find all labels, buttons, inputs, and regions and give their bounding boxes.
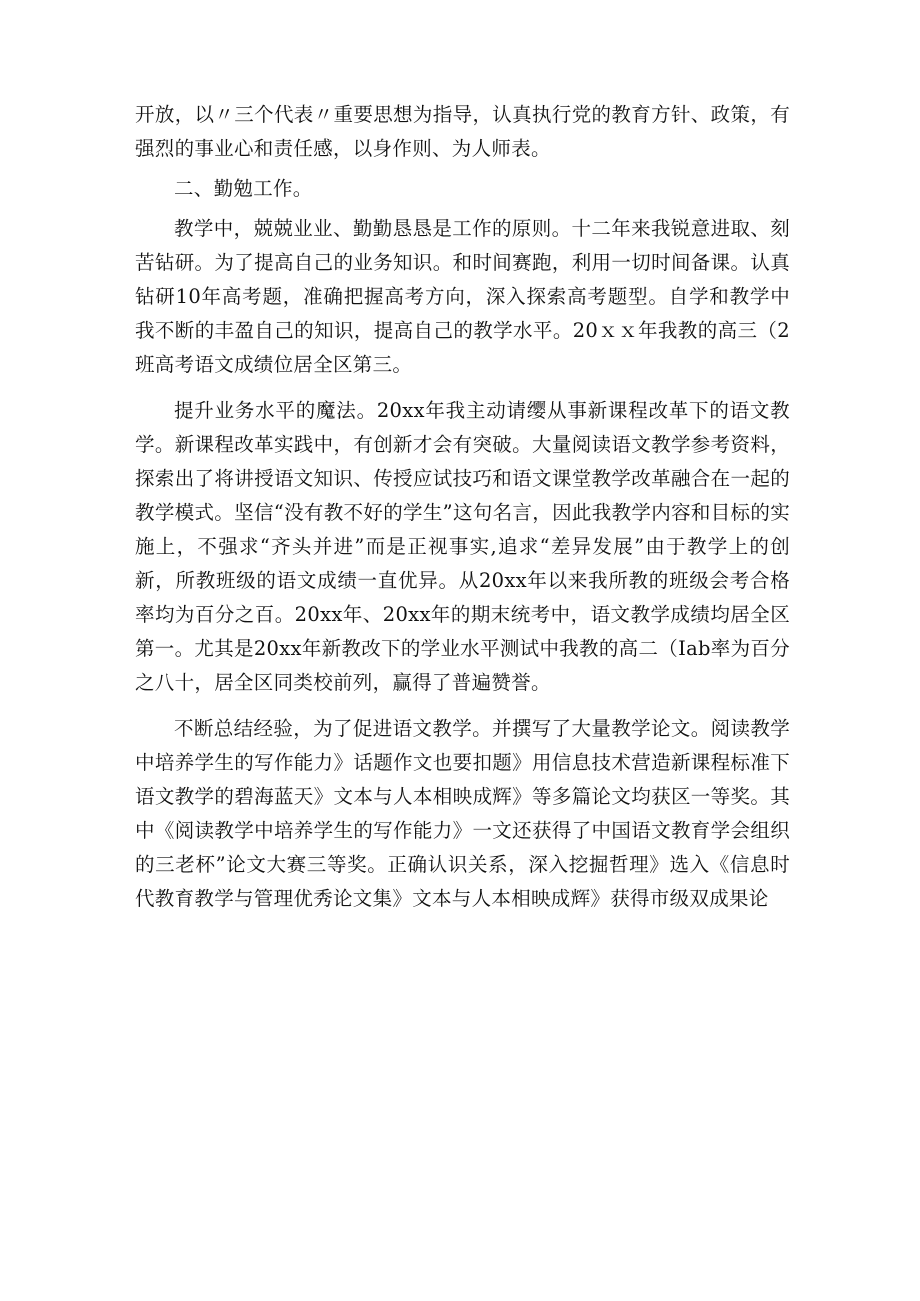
- paragraph-continuation: 开放，以〃三个代表〃重要思想为指导，认真执行党的教育方针、政策，有强烈的事业心和责任感，以身作则、为人师表。: [135, 103, 790, 160]
- paragraph-teaching: 教学中，兢兢业业、勤勤恳恳是工作的原则。十二年来我锐意进取、刻苦钻研。为了提高自己的业务知识。和时间赛跑，利用一切时间备课。认真钻研10年高考题，准确把握高考方向，深入探索高考题型。自学和教学中我不断的丰盈自己的知识，提高自己的教学水平。20ｘｘ年我教的高三（2班高考语文成绩位居全区第三。: [135, 217, 790, 376]
- section-heading: 二、勤勉工作。: [174, 177, 313, 200]
- paragraph-papers: 不断总结经验，为了促进语文教学。并撰写了大量教学论文。阅读教学中培养学生的写作能力》话题作文也要扣题》用信息技术营造新课程标准下语文教学的碧海蓝天》文本与人本相映成辉》等多篇论文均获区一等奖。其中《阅读教学中培养学生的写作能力》一文还获得了中国语文教育学会组织的三老杯”论文大赛三等奖。正确认识关系，深入挖掘哲理》选入《信息时代教育教学与管理优秀论文集》文本与人本相映成辉》获得市级双成果论: [135, 717, 790, 910]
- document-page: [135, 98, 790, 916]
- paragraph-improvement: 提升业务水平的魔法。20xx年我主动请缨从事新课程改革下的语文教学。新课程改革实践中，有创新才会有突破。大量阅读语文教学参考资料，探索出了将讲授语文知识、传授应试技巧和语文课堂教学改革融合在一起的教学模式。坚信“没有教不好的学生”这句名言，因此我教学内容和目标的实施上，不强求“齐头并进”而是正视事实,追求“差异发展”由于教学上的创新，所教班级的语文成绩一直优异。从20xx年以来我所教的班级会考合格率均为百分之百。20xx年、20xx年的期末统考中，语文教学成绩均居全区第一。尤其是20xx年新教改下的学业水平测试中我教的高二（Iab率为百分之八十，居全区同类校前列，赢得了普遍赞誉。: [135, 399, 790, 694]
